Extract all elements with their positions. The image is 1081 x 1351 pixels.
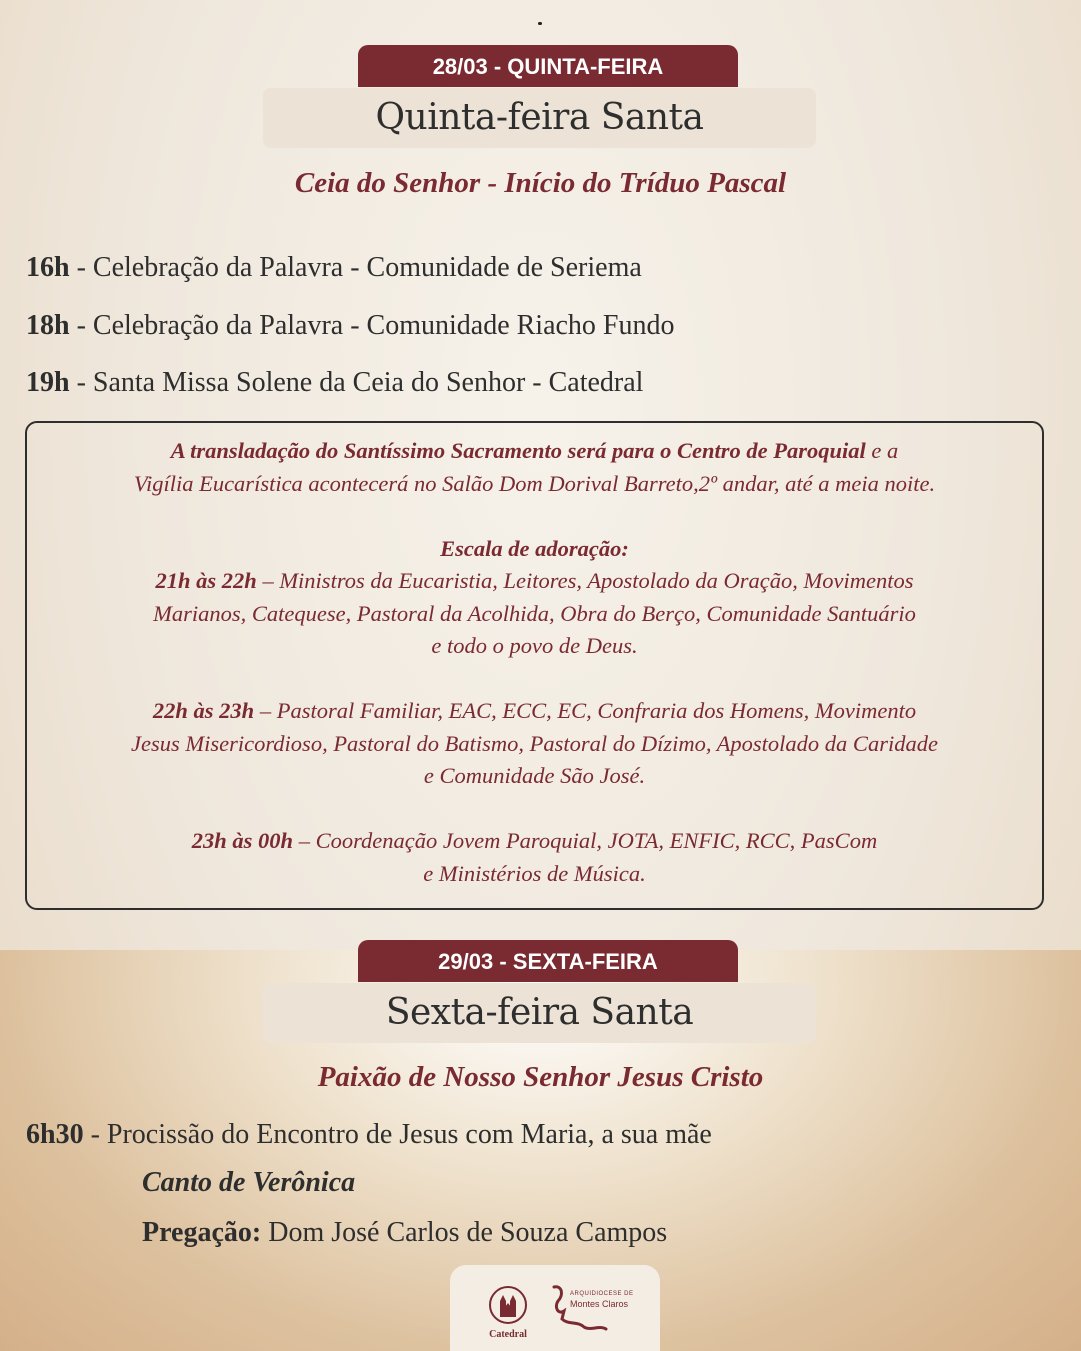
day2-subtitle: Paixão de Nosso Senhor Jesus Cristo — [317, 1061, 764, 1093]
slot1-line1 — [27, 565, 1042, 598]
day1-title: Quinta-feira Santa — [263, 88, 816, 148]
decorative-dot — [538, 22, 542, 25]
schedule-text: - Procissão do Encontro de Jesus com Maria, a sua mãe — [83, 1119, 712, 1150]
slot3-line2: e Ministérios de Música. — [423, 860, 646, 886]
schedule-text: - Celebração da Palavra - Comunidade de Seriema — [69, 252, 642, 283]
slot2-text: – Pastoral Familiar, EAC, ECC, EC, Confraria dos Homens, Movimento — [254, 698, 917, 723]
schedule-time: 6h30 — [26, 1119, 84, 1150]
date-banner-day2: 29/03 - SEXTA-FEIRA — [358, 940, 738, 982]
schedule-time: 18h — [26, 310, 70, 341]
day2-title: Sexta-feira Santa — [263, 983, 816, 1043]
slot1-time: 21h às 22h — [155, 568, 257, 593]
catedral-logo-icon — [483, 1281, 533, 1341]
schedule-item — [26, 1119, 712, 1151]
slot1-text: – Ministros da Eucaristia, Leitores, Apostolado da Oração, Movimentos — [256, 568, 914, 593]
slot2-line3: e Comunidade São José. — [423, 763, 646, 788]
notice-bold: A transladação do Santíssimo Sacramento será para o Centro de Paroquial — [170, 438, 866, 463]
schedule-text: - Santa Missa Solene da Ceia do Senhor - Catedral — [69, 367, 644, 398]
day1-subtitle: Ceia do Senhor - Início do Tríduo Pascal — [294, 167, 787, 199]
notice-rest: e a — [865, 438, 899, 463]
logo-card — [450, 1265, 660, 1351]
schedule-item — [26, 252, 642, 284]
escala-title-text: Escala de adoração: — [440, 535, 629, 561]
adoration-notice-box — [25, 421, 1044, 910]
arquidiocese-logo — [548, 1281, 648, 1341]
slot2-line2: Jesus Misericordioso, Pastoral do Batismo, Pastoral do Dízimo, Apostolado da Caridade — [131, 730, 938, 756]
notice-line-1 — [27, 435, 1042, 468]
catedral-logo-text: Catedral — [489, 1329, 527, 1340]
pregacao-label: Pregação: — [142, 1217, 262, 1248]
pregacao-name: Dom José Carlos de Souza Campos — [261, 1217, 668, 1248]
pregacao — [142, 1217, 667, 1249]
slot3-time: 23h às 00h — [191, 828, 294, 853]
slot3-text: – Coordenação Jovem Paroquial, JOTA, ENFIC, RCC, PasCom — [293, 828, 878, 853]
arquidiocese-top-text: ARQUIDIOCESE DE — [570, 1291, 634, 1297]
slot1-line2: Marianos, Catequese, Pastoral da Acolhida, Obra do Berço, Comunidade Santuário — [153, 600, 916, 626]
notice-line-2: Vigília Eucarística acontecerá no Salão Dom Dorival Barreto,2º andar, até a meia noite. — [133, 470, 936, 496]
arquidiocese-logo-icon — [548, 1281, 648, 1341]
arquidiocese-name-text: Montes Claros — [570, 1299, 629, 1309]
slot3-line1 — [27, 825, 1042, 858]
slot2-time: 22h às 23h — [152, 698, 255, 723]
schedule-item — [26, 367, 643, 399]
date-banner-day1: 28/03 - QUINTA-FEIRA — [358, 45, 738, 87]
schedule-time: 16h — [26, 252, 70, 283]
schedule-time: 19h — [26, 367, 70, 398]
canto-veronica: Canto de Verônica — [142, 1167, 356, 1198]
escala-title — [27, 533, 1042, 566]
slot1-line3: e todo o povo de Deus. — [431, 633, 638, 658]
schedule-item — [26, 310, 675, 342]
schedule-text: - Celebração da Palavra - Comunidade Riacho Fundo — [69, 310, 675, 341]
slot2-line1 — [27, 695, 1042, 728]
